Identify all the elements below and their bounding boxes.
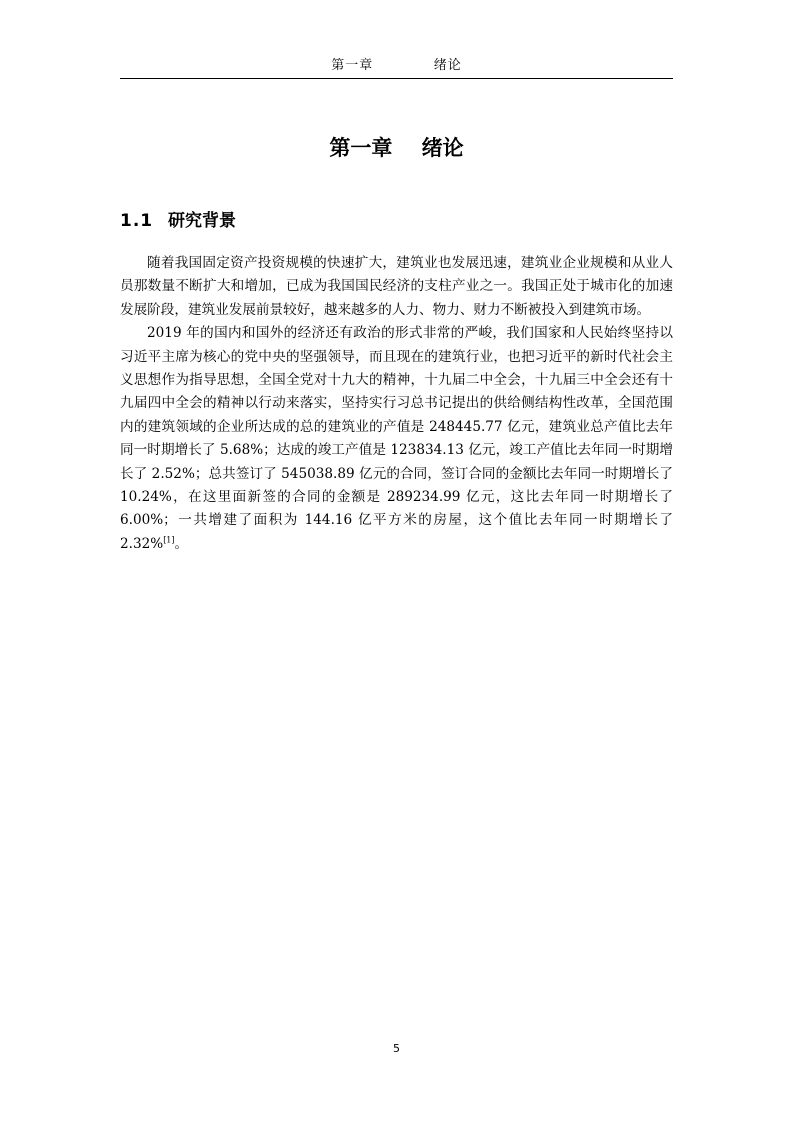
paragraph-2-tail: 。 (174, 535, 189, 552)
page-number: 5 (393, 1042, 400, 1055)
body-text (120, 252, 673, 556)
paragraph-2-text: 2019 年的国内和国外的经济还有政治的形式非常的严峻，我们国家和人民始终坚持以习近平主席为核心的党中央的坚强领导，而且现在的建筑行业，也把习近平的新时代社会主义思想作为指导思想，全国全党对十九大的精神，十九届二中全会，十九届三中全会还有十九届四中全会的精神以行动来落实，坚持实行习总书记提出的供给侧结构性改革，全国范围内的建筑领域的企业所达成的总的建筑业的产值是 248445.77 亿元，建筑业总产值比去年同一时期增长了 5.68%；达成的竣工产值是 123834.13 亿元，竣工产值比去年同一时期增长了 2.52%；总共签订了 545038.89 亿元的合同，签订合同的金额比去年同一时期增长了 10.24%，在这里面新签的合同的金额是 289234.99 亿元，这比去年同一时期增长了 6.00%；一共增建了面积为 144.16 亿平方米的房屋，这个值比去年同一时期增长了 2.32% (120, 325, 673, 552)
chapter-title: 第一章 绪论 (329, 136, 464, 160)
section-title: 研究背景 (168, 211, 236, 231)
paragraph-1: 随着我国固定资产投资规模的快速扩大，建筑业也发展迅速，建筑业企业规模和从业人员那数量不断扩大和增加，已成为我国国民经济的支柱产业之一。我国正处于城市化的加速发展阶段，建筑业发展前景较好，越来越多的人力、物力、财力不断被投入到建筑市场。 (120, 255, 673, 318)
header-rule (120, 78, 673, 79)
citation-ref[interactable]: [1] (163, 535, 175, 545)
section-number: 1.1 (120, 211, 154, 231)
section-heading (120, 209, 236, 233)
running-header: 第一章 绪论 (331, 58, 462, 73)
paragraph-2 (120, 322, 673, 556)
